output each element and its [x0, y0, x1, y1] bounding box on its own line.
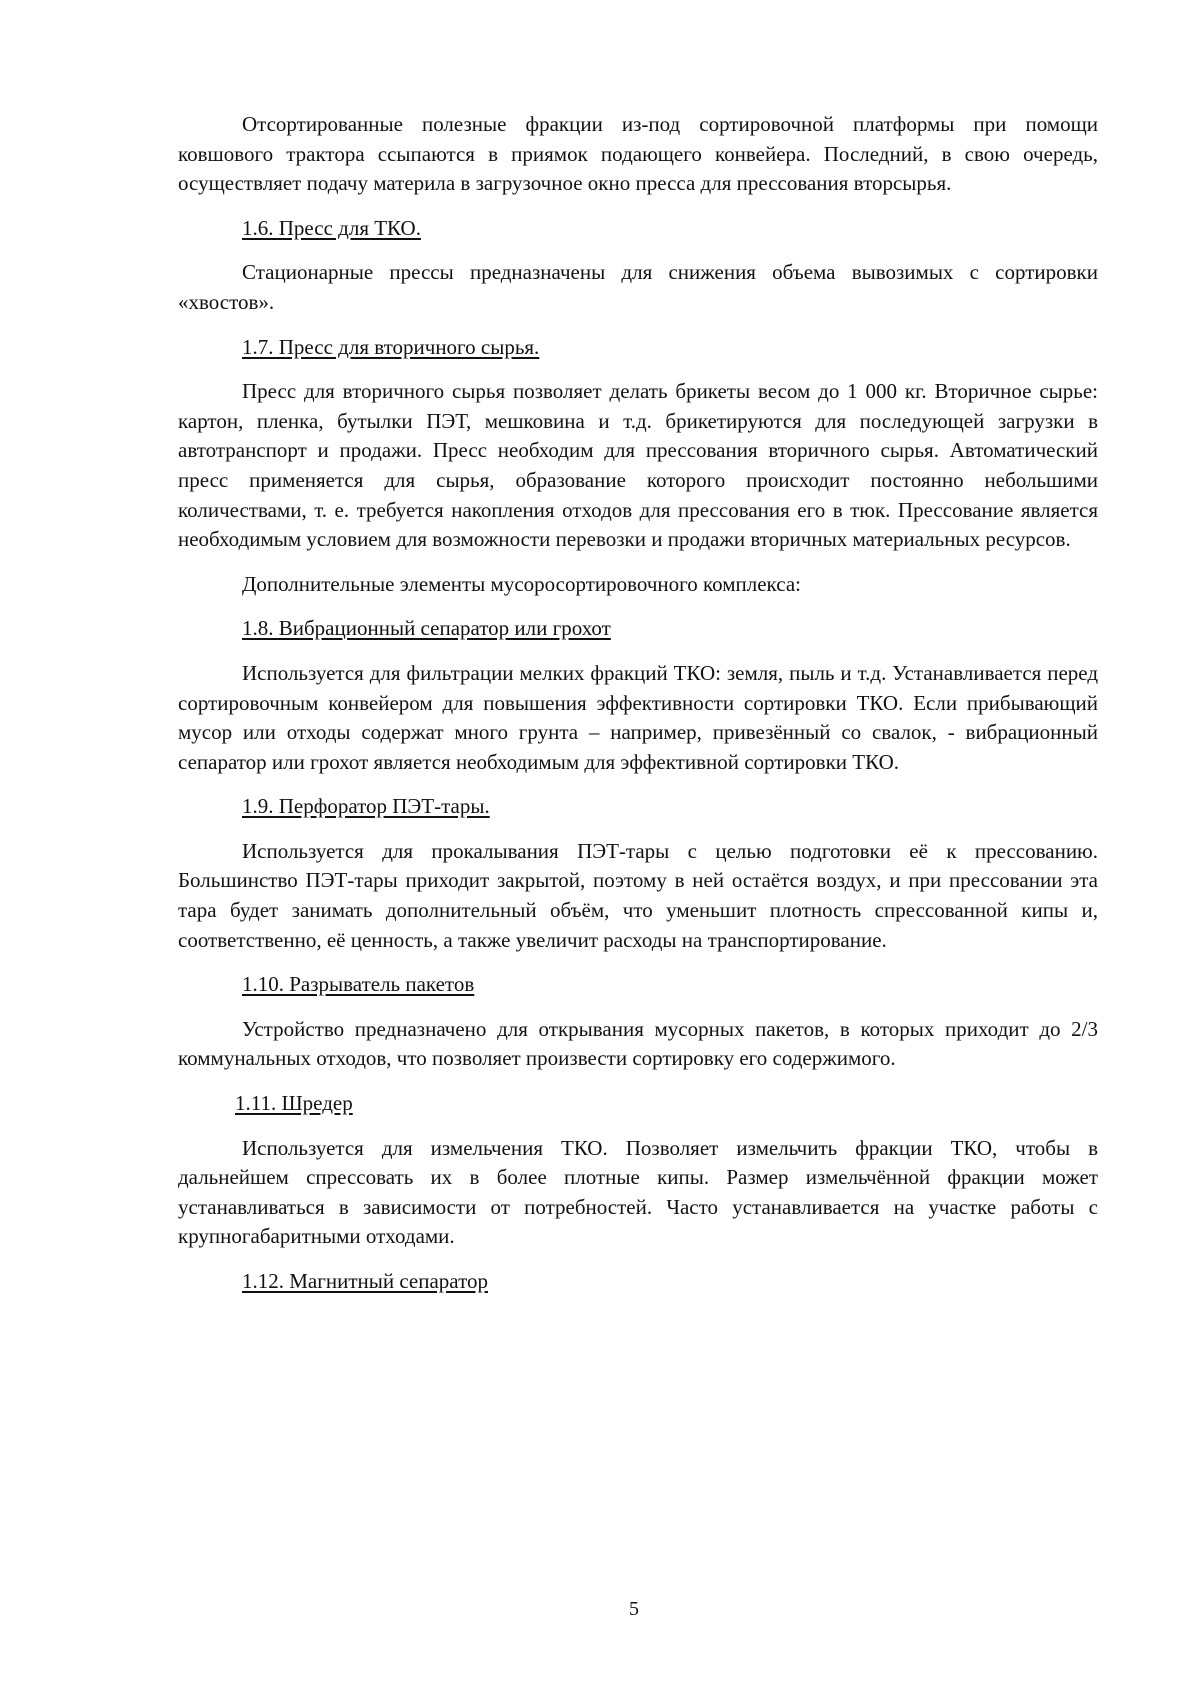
heading-1-12: 1.12. Магнитный сепаратор — [242, 1269, 488, 1293]
para-vibration-separator: Используется для фильтрации мелких фракций ТКО: земля, пыль и т.д. Устанавливается перед сортировочным конвейером для повышения эффективности сортировки ТКО. Если прибывающий мусор или отходы содержат много грунта – например, привезённый со свалок, - вибрационный сепаратор или грохот является необходимым для эффективной сортировки ТКО. — [178, 660, 1098, 774]
para-bag-opener: Устройство предназначено для открывания мусорных пакетов, в которых приходит до 2/3 коммунальных отходов, что позволяет произвести сортировку его содержимого. — [178, 1016, 1098, 1071]
para-stationary-presses: Стационарные прессы предназначены для снижения объема вывозимых с сортировки «хвостов». — [178, 260, 1098, 314]
heading-1-8: 1.8. Вибрационный сепаратор или грохот — [242, 616, 611, 641]
para-shredder: Используется для измельчения ТКО. Позволяет измельчить фракции ТКО, чтобы в дальнейшем спрессовать их в более плотные кипы. Размер измельчённой фракции может устанавливаться в зависимости от потребностей. Часто устанавливается на участке работы с крупногабаритными отходами. — [178, 1135, 1098, 1249]
page-number: 5 — [629, 1598, 639, 1620]
document-page — [178, 110, 1098, 1312]
heading-1-7: 1.7. Пресс для вторичного сырья. — [242, 334, 540, 359]
para-pet-perforator: Используется для прокалывания ПЭТ-тары с целью подготовки её к прессованию. Большинство ПЭТ-тары приходит закрытой, поэтому в ней остаётся воздух, и при прессовании эта тара будет занимать дополнительный объём, что уменьшит плотность спрессованной кипы и, соответственно, её ценность, а также увеличит расходы на транспортирование. — [178, 838, 1098, 952]
para-secondary-press: Пресс для вторичного сырья позволяет делать брикеты весом до 1 000 кг. Вторичное сырье: картон, пленка, бутылки ПЭТ, мешковина и т.д. брикетируются для последующей загрузки в автотранспорт и продажи. Пресс необходим для прессования вторичного сырья. Автоматический пресс применяется для сырья, образование которого происходит постоянно небольшими количествами, т. е. требуется накопления отходов для прессования его в тюк. Прессование является необходимым условием для возможности перевозки и продажи вторичных материальных ресурсов. — [178, 379, 1098, 552]
heading-1-6: 1.6. Пресс для ТКО. — [242, 215, 421, 240]
heading-1-10: 1.10. Разрыватель пакетов — [242, 972, 475, 997]
heading-1-9: 1.9. Перфоратор ПЭТ-тары. — [242, 794, 490, 819]
para-sorted-fractions: Отсортированные полезные фракции из-под сортировочной платформы при помощи ковшового трактора ссыпаются в приямок подающего конвейера. Последний, в свою очередь, осуществляет подачу материла в загрузочное окно пресса для прессования вторсырья. — [178, 112, 1098, 196]
heading-1-11: 1.11. Шредер — [235, 1091, 353, 1116]
additional-elements-intro: Дополнительные элементы мусоросортировочного комплекса: — [242, 571, 801, 596]
